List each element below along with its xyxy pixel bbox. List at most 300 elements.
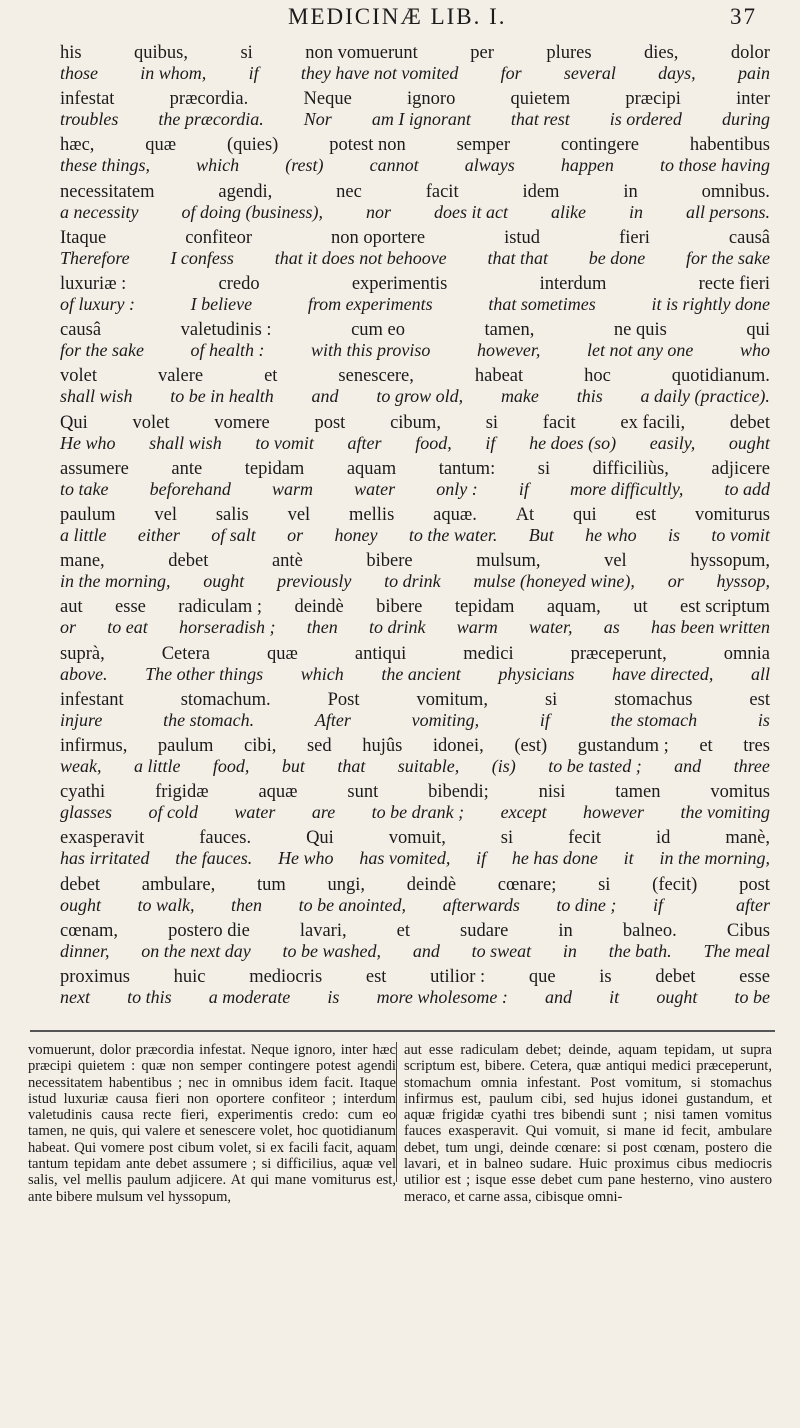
english-word: this [576, 386, 603, 407]
latin-word: gustandum ; [577, 736, 669, 756]
english-word: He who [60, 432, 116, 453]
latin-word: semper [456, 135, 511, 156]
english-word: the stomach [610, 709, 698, 730]
english-word: troubles [60, 109, 119, 130]
english-word: which [300, 663, 344, 684]
english-word: or [287, 525, 304, 545]
english-word: water [234, 802, 276, 823]
english-word: to be washed, [282, 940, 382, 961]
english-word: a little [133, 756, 181, 776]
english-word: ought [203, 571, 245, 592]
latin-word: (est) [514, 736, 548, 756]
latin-word: et [264, 366, 278, 387]
english-word: more difficultly, [570, 478, 684, 499]
english-word: it [609, 987, 620, 1007]
running-header [0, 4, 800, 34]
english-word: of health : [190, 340, 265, 361]
latin-word: Neque [303, 89, 352, 110]
latin-word: causâ [728, 227, 770, 248]
english-line [60, 154, 770, 176]
english-word: warm [456, 617, 498, 638]
english-word: the bath. [608, 940, 672, 961]
english-word: and [412, 940, 440, 961]
english-word: the ancient [381, 663, 461, 684]
latin-word: assumere [60, 458, 129, 479]
english-word: to those having [660, 155, 770, 176]
latin-word: tamen [615, 782, 661, 803]
latin-word: si [485, 412, 499, 433]
latin-word: per [470, 43, 494, 63]
latin-word: in [623, 181, 638, 202]
english-word: food, [212, 756, 250, 776]
latin-word: sed [306, 736, 332, 756]
latin-word: aut [60, 597, 83, 618]
latin-line [60, 134, 770, 156]
latin-word: facit [542, 412, 576, 433]
english-line [60, 894, 770, 916]
english-word: if [518, 478, 529, 499]
english-word: however, [476, 340, 541, 361]
english-word: afterwards [442, 894, 520, 915]
latin-word: esse [739, 967, 770, 987]
latin-word: paulum [157, 736, 214, 756]
latin-word: et [396, 920, 410, 941]
latin-word: inter [736, 89, 770, 110]
english-word: to this [127, 987, 172, 1007]
latin-word: valere [157, 366, 204, 387]
english-word: three [733, 756, 770, 776]
english-word: The meal [703, 940, 770, 961]
latin-word: quibus, [134, 43, 189, 63]
latin-word: debet [729, 412, 770, 433]
latin-word: (fecit) [652, 874, 698, 895]
english-word: that it does not behoove [274, 247, 447, 268]
english-word: who [739, 340, 770, 361]
english-line [60, 616, 770, 638]
latin-line [60, 412, 770, 434]
running-title: MEDICINÆ LIB. I. [288, 4, 507, 29]
english-word: is [327, 987, 340, 1007]
latin-line [60, 596, 770, 618]
english-word: happen [560, 155, 614, 176]
latin-word: Cibus [726, 920, 770, 941]
latin-word: mane, [60, 551, 105, 572]
latin-line [60, 689, 770, 711]
english-word: all [750, 663, 770, 684]
english-word: to grow old, [376, 386, 464, 407]
latin-word: fieri [619, 227, 650, 248]
english-word: water [354, 478, 396, 499]
latin-word: infestat [60, 89, 115, 110]
english-word: above. [60, 663, 108, 684]
english-word: honey [334, 525, 378, 545]
english-word: then [306, 617, 338, 638]
latin-word: qui [573, 505, 597, 525]
english-line [60, 339, 770, 361]
latin-word: est [365, 967, 387, 987]
latin-word: credo [218, 274, 260, 294]
english-word: to vomit [711, 525, 770, 545]
footnote-right-text: aut esse radiculam debet; deinde, aquam tepidam, ut supra scriptum est, bibere. Cetera, quæ antiqui medici præceperunt, stomachum omnia infestant. Post vomitum, si stomachus infirmus est, paulum cibi, sed hujus idonei gustandum, et aquæ frigidæ cyathi tres bibendi sunt ; nisi tamen vomitus fauces exasperavit. Qui vomuit, si mane id fecit, ambulare debet, tum ungi, deinde cœnare: si post cœnam, postero die lavari, et in balneo sudare. Huic proximus cibus mediocris utilior est ; isque esse debet cum pane hesterno, vino austero meraco, et carne assa, cibisque omni- [404, 1042, 772, 1205]
latin-word: recte fieri [698, 274, 770, 294]
latin-line [60, 458, 770, 480]
english-word: it is rightly done [651, 294, 770, 314]
latin-word: volet [60, 366, 97, 387]
latin-word: aquæ. [433, 505, 477, 525]
footnote-left-column [28, 1042, 396, 1205]
latin-word: vel [604, 551, 627, 572]
footnote-right-column [404, 1042, 772, 1205]
english-word: shall wish [60, 386, 133, 407]
latin-word: cibi, [243, 736, 277, 756]
latin-word: antiqui [354, 643, 407, 664]
latin-line [60, 966, 770, 988]
latin-word: non oportere [331, 227, 426, 248]
latin-word: salis [215, 505, 249, 525]
latin-word: paulum [60, 505, 116, 525]
latin-word: est [749, 689, 770, 710]
english-word: of doing (business), [181, 201, 323, 222]
english-line [60, 801, 770, 823]
latin-line [60, 735, 770, 757]
latin-line [60, 42, 770, 64]
latin-word: aquæ [258, 782, 298, 803]
english-word: are [311, 802, 336, 823]
english-word: and [674, 756, 702, 776]
english-word: has vomited, [359, 848, 451, 869]
english-line [60, 201, 770, 223]
english-word: to add [724, 478, 770, 499]
latin-word: cœnam, [60, 920, 119, 941]
latin-word: Post [327, 689, 360, 710]
latin-word: interdum [539, 274, 607, 294]
latin-word: omnia [723, 643, 770, 664]
latin-line [60, 920, 770, 942]
english-word: always [464, 155, 515, 176]
latin-word: non vomuerunt [305, 43, 418, 63]
latin-word: omnibus. [701, 181, 770, 202]
latin-word: deindè [406, 874, 457, 895]
latin-word: debet [168, 551, 209, 572]
english-word: I believe [190, 294, 253, 314]
english-word: if [248, 63, 259, 83]
latin-line [60, 550, 770, 572]
english-word: only : [436, 478, 478, 499]
latin-word: sunt [347, 782, 379, 803]
english-word: the fauces. [175, 848, 253, 869]
latin-word: deindè [294, 597, 344, 618]
latin-word: stomachum. [180, 689, 271, 710]
latin-word: in [558, 920, 573, 941]
english-word: to sweat [471, 940, 532, 961]
english-word: from experiments [307, 294, 433, 314]
latin-word: præcordia. [169, 89, 249, 110]
latin-word: vel [287, 505, 311, 525]
english-word: except [500, 802, 547, 823]
english-word: to be tasted ; [548, 756, 642, 776]
latin-word: bibendi; [428, 782, 489, 803]
english-word: of salt [211, 525, 256, 545]
latin-word: ante [171, 458, 203, 479]
latin-word: postero die [168, 920, 250, 941]
english-word: if [652, 894, 663, 915]
latin-word: habentibus [689, 135, 770, 156]
english-word: the vomiting [680, 802, 770, 823]
latin-word: senescere, [338, 366, 414, 387]
latin-word: bibere [366, 551, 413, 572]
latin-word: adjicere [711, 458, 770, 479]
english-word: to eat [107, 617, 148, 638]
english-word: those [60, 63, 98, 83]
latin-word: dolor [730, 43, 770, 63]
latin-word: quotidianum. [671, 366, 770, 387]
english-word: to drink [368, 617, 426, 638]
latin-word: mediocris [249, 967, 323, 987]
english-word: to be in health [170, 386, 274, 407]
latin-line [60, 827, 770, 849]
english-word: and [545, 987, 573, 1007]
english-word: a little [60, 525, 107, 545]
english-word: a daily (practice). [640, 386, 770, 407]
english-word: physicians [498, 663, 575, 684]
english-word: to vomit [255, 432, 314, 453]
latin-word: necessitatem [60, 181, 155, 202]
latin-line [60, 273, 770, 295]
english-word: dinner, [60, 940, 110, 961]
english-word: which [196, 155, 240, 176]
english-line [60, 663, 770, 685]
latin-word: vomitum, [416, 689, 488, 710]
latin-word: hyssopum, [690, 551, 770, 572]
latin-word: valetudinis : [180, 320, 272, 341]
latin-word: Qui [306, 828, 334, 849]
latin-word: plures [546, 43, 592, 63]
latin-word: præceperunt, [570, 643, 667, 664]
page-number: 37 [730, 4, 757, 29]
latin-word: Cetera [161, 643, 210, 664]
latin-word: frigidæ [155, 782, 209, 803]
english-word: is ordered [609, 109, 682, 130]
latin-word: ut [633, 597, 648, 618]
english-word: food, [415, 432, 452, 453]
english-word: is [668, 525, 681, 545]
english-word: cannot [369, 155, 419, 176]
english-line [60, 847, 770, 869]
latin-word: idem [522, 181, 560, 202]
latin-word: tum [256, 874, 286, 895]
english-word: however [583, 802, 645, 823]
english-word: for the sake [686, 247, 770, 268]
english-word: if [485, 432, 496, 453]
latin-word: idonei, [432, 736, 484, 756]
english-word: beforehand [149, 478, 231, 499]
latin-word: manè, [725, 828, 770, 849]
english-word: am I ignorant [371, 109, 471, 130]
english-word: as [603, 617, 620, 638]
english-word: days, [658, 63, 696, 83]
english-word: But [528, 525, 554, 545]
english-line [60, 108, 770, 130]
english-word: to take [60, 478, 109, 499]
latin-word: si [537, 458, 551, 479]
english-word: that rest [510, 109, 570, 130]
latin-word: si [544, 689, 558, 710]
english-word: for the sake [60, 340, 144, 361]
latin-line [60, 504, 770, 526]
latin-word: tepidam [244, 458, 305, 479]
latin-word: quietem [510, 89, 571, 110]
latin-word: quæ [145, 135, 177, 156]
english-word: in the morning, [60, 571, 171, 592]
latin-word: Qui [60, 412, 88, 433]
english-word: horseradish ; [178, 617, 276, 638]
latin-line [60, 781, 770, 803]
latin-word: tepidam [454, 597, 515, 618]
latin-word: et [699, 736, 713, 756]
latin-word: aquam [346, 458, 397, 479]
latin-word: tantum: [438, 458, 496, 479]
english-word: has irritated [60, 848, 150, 869]
latin-word: hæc, [60, 135, 95, 156]
english-word: to dine ; [556, 894, 617, 915]
latin-word: mulsum, [476, 551, 541, 572]
english-word: Nor [303, 109, 332, 130]
english-line [60, 940, 770, 962]
latin-word: nec [336, 181, 362, 202]
english-word: (rest) [285, 155, 324, 176]
latin-word: stomachus [614, 689, 693, 710]
latin-word: quæ [267, 643, 298, 664]
latin-word: post [314, 412, 346, 433]
english-word: shall wish [149, 432, 222, 453]
latin-word: utilior : [430, 967, 486, 987]
english-word: to be [734, 987, 770, 1007]
english-line [60, 524, 770, 546]
latin-word: hujûs [362, 736, 403, 756]
english-word: he does (so) [529, 432, 617, 453]
english-word: a necessity [60, 201, 139, 222]
latin-word: post [739, 874, 770, 895]
latin-word: exasperavit [60, 828, 145, 849]
latin-word: debet [60, 874, 101, 895]
english-word: on the next day [141, 940, 251, 961]
latin-word: radiculam ; [178, 597, 263, 618]
english-word: ought [656, 987, 698, 1007]
english-word: warm [272, 478, 314, 499]
english-word: after [347, 432, 382, 453]
english-word: to be anointed, [298, 894, 407, 915]
latin-word: istud [504, 227, 541, 248]
latin-line [60, 88, 770, 110]
latin-word: huic [173, 967, 206, 987]
english-word: then [231, 894, 263, 915]
latin-line [60, 365, 770, 387]
english-word: is [757, 709, 770, 730]
english-word: if [476, 848, 487, 869]
english-word: glasses [60, 802, 113, 823]
latin-word: ungi, [327, 874, 366, 895]
latin-word: luxuriæ : [60, 274, 127, 294]
latin-line [60, 181, 770, 203]
latin-word: At [515, 505, 535, 525]
english-word: After [314, 709, 351, 730]
english-word: nor [365, 201, 391, 222]
latin-word: confiteor [185, 227, 253, 248]
latin-word: vomuit, [388, 828, 446, 849]
english-word: he has done [511, 848, 598, 869]
english-word: in [562, 940, 577, 961]
latin-word: id [655, 828, 671, 849]
english-word: (is) [491, 756, 516, 776]
latin-word: ex facili, [620, 412, 686, 433]
english-line [60, 432, 770, 454]
latin-word: contingere [560, 135, 639, 156]
english-word: hyssop, [716, 571, 770, 592]
english-word: ought [728, 432, 770, 453]
english-word: that that [487, 247, 548, 268]
english-line [60, 755, 770, 777]
english-word: after [735, 894, 770, 915]
english-word: to walk, [137, 894, 195, 915]
latin-word: fecit [568, 828, 601, 849]
latin-word: antè [271, 551, 303, 572]
english-line [60, 62, 770, 84]
english-word: of cold [148, 802, 198, 823]
latin-line [60, 874, 770, 896]
latin-word: potest non [329, 135, 406, 156]
latin-word: Itaque [60, 227, 107, 248]
english-word: The other things [145, 663, 264, 684]
english-word: does it act [433, 201, 508, 222]
latin-word: qui [746, 320, 770, 341]
english-word: to the water. [408, 525, 498, 545]
english-word: or [667, 571, 684, 592]
english-word: easily, [649, 432, 696, 453]
english-word: to drink [384, 571, 441, 592]
english-line [60, 385, 770, 407]
latin-word: balneo. [622, 920, 677, 941]
english-word: he who [585, 525, 637, 545]
latin-word: volet [132, 412, 170, 433]
english-word: these things, [60, 155, 150, 176]
latin-word: mellis [349, 505, 395, 525]
english-word: or [60, 617, 77, 638]
english-line [60, 293, 770, 315]
latin-word: agendi, [218, 181, 273, 202]
latin-word: vel [154, 505, 177, 525]
english-word: for [500, 63, 522, 83]
english-line [60, 709, 770, 731]
english-word: the præcordia. [158, 109, 264, 130]
latin-word: (quies) [226, 135, 279, 156]
latin-word: suprà, [60, 643, 105, 664]
latin-word: infirmus, [60, 736, 128, 756]
latin-word: facit [425, 181, 459, 202]
latin-word: præcipi [625, 89, 681, 110]
latin-word: experimentis [351, 274, 448, 294]
latin-word: aquam, [546, 597, 601, 618]
latin-word: ne quis [613, 320, 667, 341]
latin-word: medici [463, 643, 514, 664]
latin-word: ignoro [407, 89, 456, 110]
english-word: alike [550, 201, 586, 222]
latin-word: esse [115, 597, 146, 618]
latin-word: his [60, 43, 82, 63]
latin-word: vomitus [710, 782, 770, 803]
english-word: of luxury : [60, 294, 135, 314]
latin-word: vomiturus [694, 505, 770, 525]
latin-word: si [500, 828, 514, 849]
